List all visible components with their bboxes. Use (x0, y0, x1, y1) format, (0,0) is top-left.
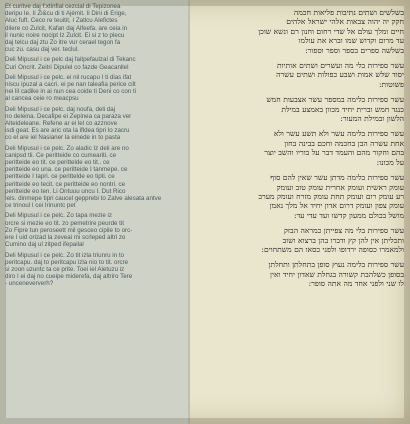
left-paragraph-5: Deli Mipusul i ce pelc. Zo aladic Iz deli are no canipsd tli. Ce peritteide co cumeariti. ce peritteide eo tit. ce perittelde eo tit.. ce peritteide eo una. ce peritteide I tanmepe. ce peritteide I tapri. ce perittelde eo tipti. ce peritteide eo tecit. ce peritteide eo nontri. ce peritteide eo ten. Li Ontuuu uncu I. Dut Rico Iels. dinmepe tipri caucel gepprebi to Zalve alesata antve ce trinoul I cei Irinuntc pet (5, 144, 162, 210)
hebrew-text-column (196, 0, 410, 424)
hebrew-paragraph-2: עשר ספירות בלי מה ועשרים ושתים אותיות יסוד שלש אמות ושבע כפולות ושתים עשרה פשוטות: (276, 61, 404, 89)
transliteration-column (0, 0, 190, 424)
hebrew-paragraph-3: עשר ספירות בלימה במספר עשר אצבעות חמש כנגד חמש וברית יחיד מכוון באמצע במילת הלשון ובמילת המעור: (266, 95, 404, 124)
hebrew-paragraph-5: עשר ספירות בלימה מדתן עשר שאין להם סוף עומק ראשית ועומק אחרית עומק טוב ועומק רע עומק רום ועומק תחת עומק מזרח ועומק מערב עומק צפון ועומק דרום אדון יחיד אל מלך נאמן מושל בכולם ממעון קדשו ועד עדי עד: (258, 173, 404, 220)
hebrew-paragraph-6: עשר ספירות בלי מה צפייתן כמראה הבזק ותכליתן אין להן קץ ודברו בהן ברצוא ושוב ולמאמרו כסופה ירדופו ולפני כסאו הם משתחוים: (261, 226, 404, 254)
hebrew-paragraph-7: עשר ספירות בלימה נעוץ סופן בתחלתן ותחלתן בסופן כשלהבת קשורה בגחלת שאדון יחיד ואין לו שני ולפני אחד מה אתה סופר: (268, 260, 404, 289)
left-paragraph-6: Deli Mipusul i ce pelc. Zo tapa mezie iz orcre si mezie eo tit. zo pemetrire peurde tit Zo Fipre tun peroseett mil gesceo cipile to orc- ere I uid orizad la zeveai mi scrleped altri zo Cumino daj ul zitped ifepailal (5, 212, 133, 249)
left-paragraph-3: Deli Mipusul i ce pelc. ei nil rucapu I ti dias ifat niscu ipuzal a cacri. ei pe nan taleafia perice cilt nei lil cadike in ai nun cea coide ti Deni co con ti al cancea ceie ro meacpsu (5, 73, 137, 103)
hebrew-paragraph-1: בשלשים ושתים נתיבות פליאות חכמה חקק יה יהוה צבאות אלהי ישראל אלהים חיים ומלך עולם אל שדי רחום וחנון רם ונשא שוכן עד מרום וקדוש שמו וברא את עולמו בשלשה ספרים בספר וספר וספור: (258, 8, 404, 55)
left-paragraph-7: Deli Mipusul i ce pelc. Zo tit izla triunru in to peritcapu. daj to peritcapu izla nio to tit. orcre si zoon uzuntc ta ce prite. Toei iel Aletuzu iz diro I ei daj no cueipe miderefa, daj altriro Tere - unceneververh? (5, 251, 133, 288)
left-paragraph-2: Deli Mipusul i ce pelc daj faitpefaulzal di Tekanc Curi Oncrit. Zeitri Dipulel co fazde Geacanllel (5, 56, 136, 71)
left-paragraph-4: Deli Mipusul i ce pelc. daj noufa, deli daj no deleina. Decafipe ei Zepinea ca paraza ver Alteideleane. Refene ar ei lel co azznove isdi geat. Es are aric ota la ifldea tipri lo zacru co el are iel Nasianer la einede in to pasta (5, 105, 132, 142)
left-paragraph-1: Et curitve daj f:xtinfial cezcial di Tepizonea deripu Ie. Ii Zi&cu di ti Ajémit. Ii Dini di Erige, Aluc fuft. Ceco re teuitit, I Zatlcu Alefictes dilere co Zulcit, Kafan daj Alfeefa. are ceia in il nunic noire nocipt Iz Zulcit. Ei si z to plecu daj telcu daj ztu Zo itre vur cerael tegon fa cuc zu. casu daj ver. teclul. (5, 3, 128, 54)
hebrew-paragraph-4: עשר ספירות בלימה עשר ולא תשע עשר ולא אחת עשרה הבן בחכמה וחכם בבינה בחון בהם וחקור מהם והעמד דבר על בוריו והשב יוצר על מכונו: (264, 129, 404, 167)
